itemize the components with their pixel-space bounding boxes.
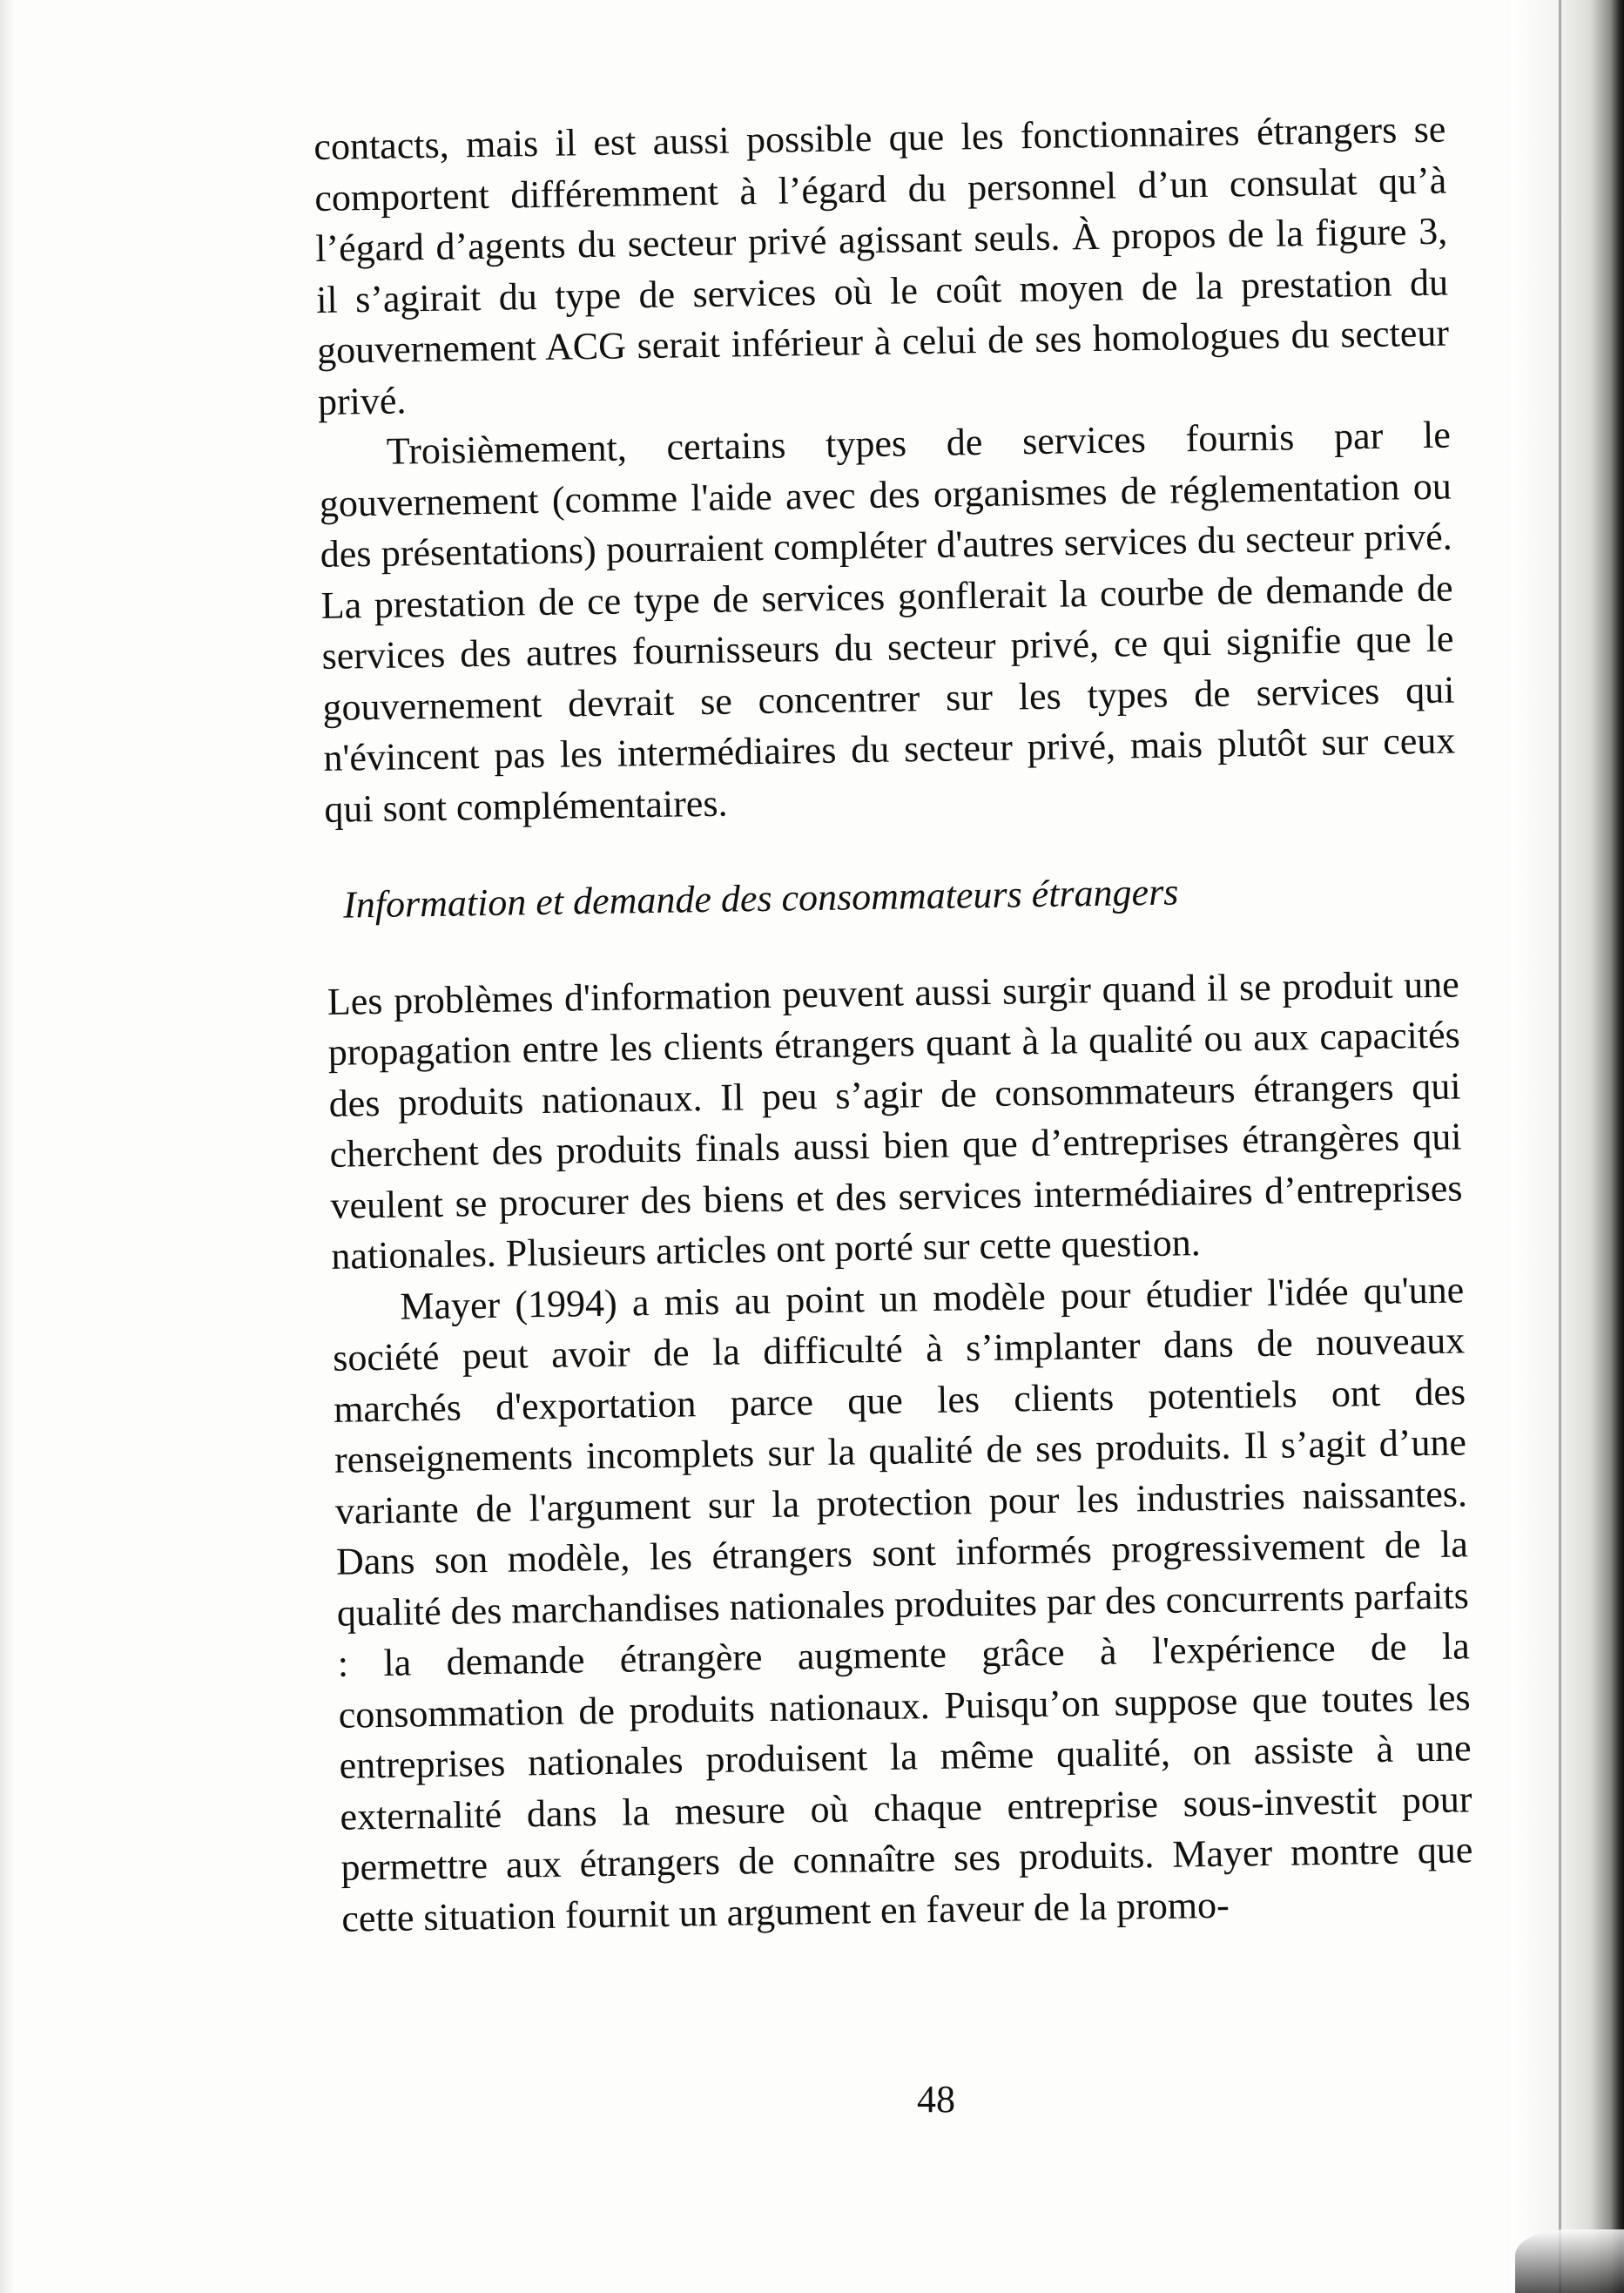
paragraph-mayer: Mayer (1994) a mis au point un modèle pour étudier l'idée qu'une société peut avoir de la difficulté à s’implanter dans de nouveaux marchés d'exportation parce que les clients potentiels ont des renseignements incomplets sur la qualité de ses produits. Il s’agit d’une variante de l'argument sur la protection pour les industries naissantes. Dans son modèle, les étrangers sont informés progressivement de la qualité des marchandises nationales produites par des concurrents parfaits : la demande étrangère augmente grâce à l'expérience de la consommation de produits nationaux. Puisqu’on suppose que toutes les entreprises nationales produisent la même qualité, on assiste à une externalité dans la mesure où chaque entreprise sous-investit pour permettre aux étrangers de connaître ses produits. Mayer montre que cette situation fournit un argument en faveur de la promo-	[332, 1267, 1473, 1940]
paragraph-contacts: contacts, mais il est aussi possible que les fonctionnaires étrangers se comportent différemment à l’égard du personnel d’un consulat qu’à l’égard d’agents du secteur privé agissant seuls. À propos de la figure 3, il s’agirait du type de services où le coût moyen de la prestation du gouvernement ACG serait inférieur à celui de ses homologues du secteur privé.	[313, 107, 1450, 423]
binding-edge-line	[1559, 0, 1561, 2293]
paragraph-troisiemement: Troisièmement, certains types de services fournis par le gouvernement (comme l'aide avec des organismes de réglementation ou des présentations) pourraient compléter d'autres services du secteur privé. La prestation de ce type de services gonflerait la courbe de demande de services des autres fournisseurs du secteur privé, ce qui signifie que le gouvernement devrait se concentrer sur les types de services qui n'évincent pas les intermédiaires du secteur privé, mais plutôt sur ceux qui sont complémentaires.	[319, 413, 1456, 831]
page-corner-curl	[1515, 2229, 1624, 2293]
book-binding-shadow	[1511, 0, 1624, 2293]
page-left-edge	[0, 0, 16, 2293]
body-text	[313, 105, 1474, 1945]
paragraph-problemes-information: Les problèmes d'information peuvent aussi surgir quand il se produit une propagation entre les clients étrangers quant à la qualité ou aux capacités des produits nationaux. Il peu s’agir de consommateurs étrangers qui cherchent des produits finals aussi bien que d’entreprises étrangères qui veulent se procurer des biens et des services intermédiaires d’entreprises nationales. Plusieurs articles ont porté sur cette question.	[327, 961, 1463, 1278]
section-heading: Information et demande des consommateurs étrangers	[342, 870, 1179, 927]
page-number: 48	[917, 2078, 955, 2121]
